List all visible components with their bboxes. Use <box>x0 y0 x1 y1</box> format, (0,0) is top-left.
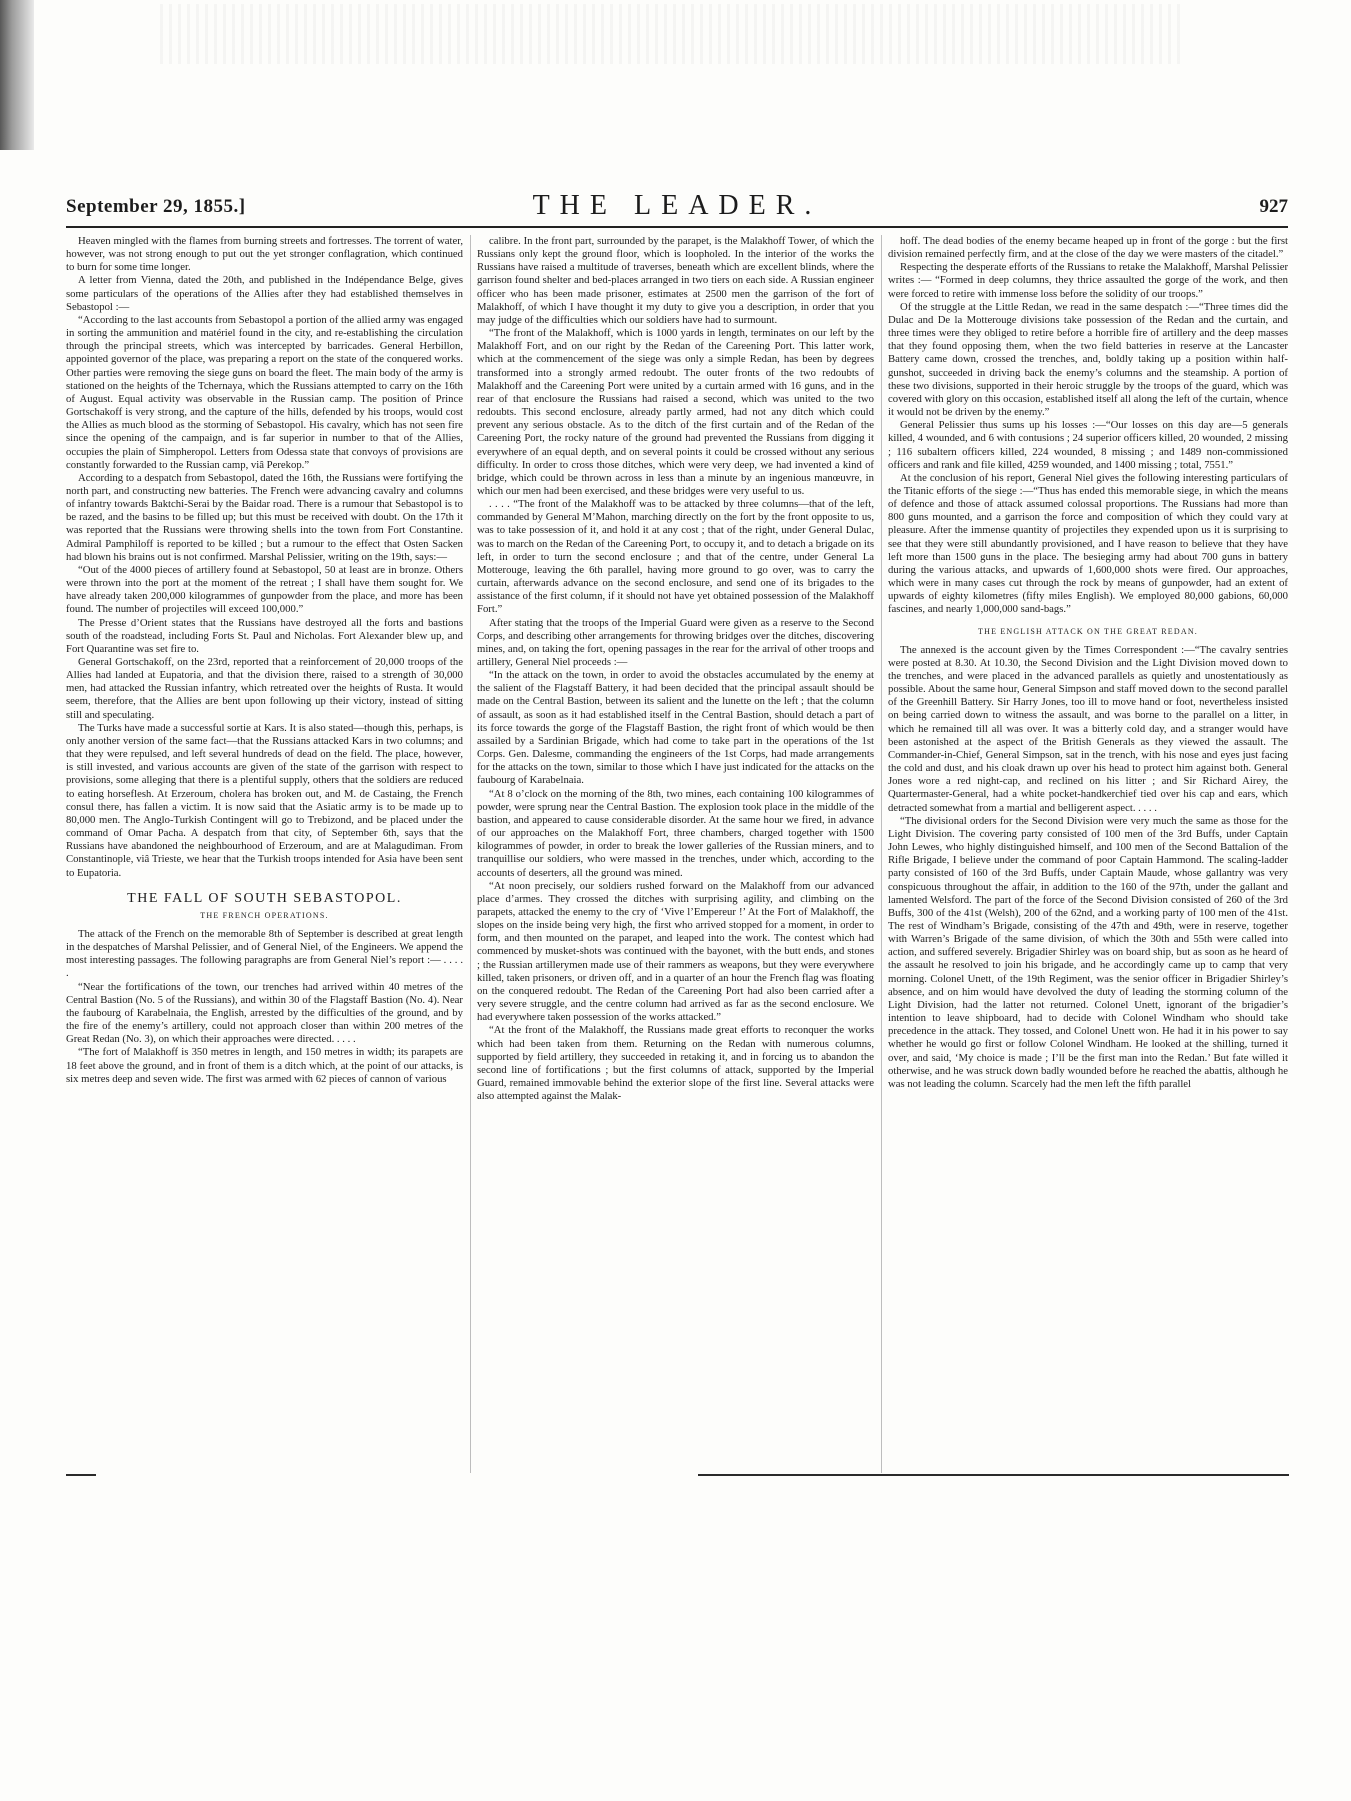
article-paragraph: “According to the last accounts from Sebastopol a portion of the allied army was engaged in sorting the ammunition and matériel found in the city, and re-establishing the circulation through the principal streets, which was intercepted by barricades. General Herbillon, appointed governor of the place, was preparing a report on the state of the conquered works. Other parties were removing the siege guns on board the fleet. The main body of the army is stationed on the heights of the Tchernaya, which the Russians attempted to carry on the 16th of August. Equal activity was observable in the Russian camp. The position of Prince Gortschakoff is very strong, and the capture of the hills, defended by his troops, would cost the Allies as much blood as the storming of Sebastopol. His cavalry, which has not seen fire since the opening of the campaign, and is far superior in number to that of the Allies, occupies the plain of Simpheropol. Letters from Odessa state that convoys of provisions are constantly forwarded to the Russian camp, viâ Perekop.” <box>66 313 463 471</box>
article-paragraph: “At the front of the Malakhoff, the Russians made great efforts to reconquer the works which had been taken from them. Returning on the Redan with numerous columns, supported by field artillery, they succeeded in retaking it, and in forcing us to abandon the second line of fortifications ; but the first columns of attack, supported by the Imperial Guard, remained immovable behind the exterior slope of the first line. Several attacks were also attempted against the Malak- <box>477 1024 874 1103</box>
article-paragraph: A letter from Vienna, dated the 20th, and published in the Indépendance Belge, gives some particulars of the operations of the Allies after they had established themselves in Sebastopol :— <box>66 274 463 313</box>
article-paragraph: After stating that the troops of the Imperial Guard were given as a reserve to the Second Corps, and describing other arrangements for throwing bridges over the ditches, discovering mines, and, on taking the fort, opening passages in the rear for the arrival of other troops and artillery, General Niel proceeds :— <box>477 616 874 668</box>
bottom-rule <box>66 1474 96 1476</box>
article-paragraph: The attack of the French on the memorable 8th of September is described at great length in the despatches of Marshal Pelissier, and of General Niel, of the Engineers. We append the most interesting passages. The following paragraphs are from General Niel’s report :— . . . . . <box>66 927 463 980</box>
article-paragraph: “The front of the Malakhoff, which is 1000 yards in length, terminates on our left by the Malakhoff Fort, and on our right by the Redan of the Careening Port. This latter work, which at the commencement of the siege was only a simple Redan, has been by degrees transformed into a strongly armed redoubt. The outer fronts of the two redoubts of Malakhoff and the Careening Port were united by a curtain armed with 16 guns, and in the rear of that enclosure the Russians had raised a second, which was united to the two redoubts. This second enclosure, already partly armed, had not any ditch which could prevent any serious obstacle. As to the ditch of the first curtain and of the Redan of the Careening Port, the rocky nature of the ground had prevented the Russians from digging it everywhere of an equal depth, and on several points it could be crossed without any serious difficulty. In order to cross those ditches, which were very deep, we had invented a kind of bridge, which could be thrown across in less than a minute by an ingenious manœuvre, in which our men had been exercised, and these bridges were very useful to us. <box>477 327 874 497</box>
article-paragraph: Respecting the desperate efforts of the Russians to retake the Malakhoff, Marshal Pelissier writes :— “Formed in deep columns, they thrice assaulted the gorge of the work, and then were forced to retire with immense loss before the solidity of our troops.” <box>888 261 1288 300</box>
article-paragraph: The annexed is the account given by the Times Correspondent :—“The cavalry sentries were posted at 8.30. At 10.30, the Second Division and the Light Division moved down to the trenches, and were placed in the advanced parallels as quietly and unostentatiously as possible. About the same hour, General Simpson and staff moved down to the second parallel of the Greenhill Battery. Sir Harry Jones, too ill to move hand or foot, nevertheless insisted on being carried down to witness the assault, and was borne to the parallel on a litter, in which he remained till all was over. It was a bitterly cold day, and a stranger would have been astonished at the aspect of the British Generals as they viewed the assault. The Commander-in-Chief, General Simpson, sat in the trench, with his nose and eyes just facing the cold and dust, and his cloak drawn up over his head to protect him against both. General Jones wore a red night-cap, and reclined on his litter ; and Sir Richard Airey, the Quartermaster-General, had a white pocket-handkerchief tied over his cap and ears, which detracted somewhat from a martial and belligerent aspect. . . . . <box>888 643 1288 814</box>
article-paragraph: calibre. In the front part, surrounded by the parapet, is the Malakhoff Tower, of which the Russians only kept the ground floor, which is loopholed. In the interior of the works the Russians have raised a multitude of traverses, beneath which are excellent blinds, where the garrison found shelter and bed-places arranged in two tiers on each side. A Russian engineer officer who has been made prisoner, estimates at 2500 men the garrison of the fort of Malakhoff, of which I have thought it my duty to give you a description, in order that you may judge of the difficulties which our soldiers have had to surmount. <box>477 235 874 326</box>
article-paragraph: Of the struggle at the Little Redan, we read in the same despatch :—“Three times did the Dulac and De la Motterouge divisions take possession of the Redan and the curtain, and three times were they obliged to retire before a horrible fire of artillery and the deep masses that they found opposing them, when the two field batteries in reserve at the Lancaster Battery came down, crossed the trenches, and, boldly taking up a position within half-gunshot, succeeded in driving back the enemy’s columns and the steamship. A portion of these two divisions, supported in their heroic struggle by the troops of the guard, which was covered with glory on this occasion, established itself all along the left of the curtain, whence it would not be driven by the enemy.” <box>888 300 1288 419</box>
column-2 <box>477 235 874 1103</box>
article-paragraph: “The fort of Malakhoff is 350 metres in length, and 150 metres in width; its parapets are 18 feet above the ground, and in front of them is a ditch which, at the point of our attacks, is six metres deep and seven wide. The first was armed with 62 pieces of cannon of various <box>66 1046 463 1085</box>
section-title: THE FALL OF SOUTH SEBASTOPOL. <box>127 890 402 906</box>
scan-binding-edge <box>0 0 34 150</box>
header-rule <box>66 226 1288 228</box>
article-paragraph: hoff. The dead bodies of the enemy became heaped up in front of the gorge : but the first division remained perfectly firm, and at the close of the day we were masters of the citadel.” <box>888 235 1288 261</box>
article-paragraph: “Near the fortifications of the town, our trenches had arrived within 40 metres of the Central Bastion (No. 5 of the Russians), and within 30 of the Flagstaff Bastion (No. 4). Near the faubourg of Karabelnaia, the English, arrested by the difficulties of the ground, and by the fire of the enemy’s artillery, could not approach closer than within 200 metres of the Great Redan (No. 3), on which their approaches were directed. . . . . <box>66 980 463 1046</box>
article-paragraph: “In the attack on the town, in order to avoid the obstacles accumulated by the enemy at the salient of the Flagstaff Battery, it had been decided that the principal assault should be made on the Central Bastion, between its salient and the lunette on the left ; that the column of assault, as soon as it had established itself in the Central Bastion, should detach a part of its force towards the gorge of the Flagstaff Bastion, the right front of which would be then assailed by a Sardinian Brigade, which had come to take part in the operations of the 1st Corps. Gen. Dalesme, commanding the engineers of the 1st Corps, had made arrangements for the attacks on the town, similar to those which I have just indicated for the attacks on the faubourg of Karabelnaia. <box>477 669 874 787</box>
page-header <box>66 190 1288 224</box>
article-paragraph: General Pelissier thus sums up his losses :—“Our losses on this day are—5 generals killed, 4 wounded, and 6 with contusions ; 24 superior officers killed, 20 wounded, 2 missing ; 116 subaltern officers killed, 224 wounded, 8 missing ; and 1489 non-commissioned officers and rank and file killed, 4259 wounded, and 1400 missing ; total, 7551.” <box>888 419 1288 471</box>
scan-bleed-through <box>160 4 1180 64</box>
page-number: 927 <box>1259 196 1288 217</box>
issue-date: September 29, 1855.] <box>66 196 246 217</box>
article-paragraph: “The divisional orders for the Second Division were very much the same as those for the Light Division. The covering party consisted of 100 men of the 3rd Buffs, under Captain John Lewes, who highly distinguished himself, and 100 men of the Second Battalion of the Rifle Brigade, I believe under the command of poor Captain Hammond. The scaling-ladder party consisted of 160 of the 3rd Buffs, under Captain Maude, whose gallantry was very conspicuous throughout the affair, in addition to the 160 of the 97th, under the gallant and lamented Welsford. The part of the force of the Second Division consisted of 260 of the 3rd Buffs, 300 of the 41st (Welsh), 200 of the 62nd, and a working party of 100 men of the 41st. The rest of Windham’s Brigade, consisting of the 47th and 49th, were in reserve, together with Warren’s Brigade of the same division, of which the 30th and 55th were called into action, and suffered severely. Brigadier Shirley was on board ship, but as soon as he heard of the assault he resolved to join his brigade, and he accordingly came up to camp that very morning. Colonel Unett, of the 19th Regiment, was the senior officer in Brigadier Shirley’s absence, and on him would have devolved the duty of leading the storming column of the Light Division, had the latter not returned. Colonel Unett, ignorant of the brigadier’s intention to leave shipboard, had to decide with Colonel Windham who should take precedence in the attack. They tossed, and Colonel Unett won. He had it in his power to say whether he would go first or follow Colonel Windham. He looked at the shilling, turned it over, and said, ‘My choice is made ; I’ll be the first man into the Redan.’ But fate willed it otherwise, and he was struck down badly wounded before he reached the abattis, although he was not leading the column. Scarcely had the men left the fifth parallel <box>888 814 1288 1090</box>
column-divider <box>470 235 471 1473</box>
article-paragraph: “At 8 o’clock on the morning of the 8th, two mines, each containing 100 kilogrammes of powder, were sprung near the Central Bastion. The explosion took place in the middle of the bastion, and appeared to cause considerable disorder. At the same hour we fired, in advance of our approaches on the Malakhoff Fort, three chambers, charged together with 1500 kilogrammes of powder, in order to break the lower galleries of the Russian miners, and to tranquillise our soldiers, who were massed in the trenches, under which, according to the accounts of deserters, all the ground was mined. <box>477 787 874 879</box>
column-divider <box>881 235 882 1473</box>
masthead-title: THE LEADER. <box>532 190 822 221</box>
article-paragraph: . . . . “The front of the Malakhoff was to be attacked by three columns—that of the left, commanded by General M’Mahon, marching directly on the fort by the front opposite to us, was to take possession of it, and hold it at any cost ; that of the right, under General Dulac, was to march on the Redan of the Careening Port, to occupy it, and to detach a brigade on its left, in order to turn the second enclosure ; and that of the centre, under General La Motterouge, leaving the 6th parallel, having more ground to go over, was to carry the curtain, afterwards advance on the second enclosure, and send one of its brigades to the assistance of the first column, if it should not have yet obtained possession of the Malakhoff Fort.” <box>477 498 874 616</box>
article-paragraph: Heaven mingled with the flames from burning streets and fortresses. The torrent of water, however, was not strong enough to put out the yet stronger conflagration, which continued to burn for some time longer. <box>66 235 463 274</box>
article-paragraph: The Turks have made a successful sortie at Kars. It is also stated—though this, perhaps, is only another version of the same fact—that the Russians attacked Kars in two columns; and that they were repulsed, and left several hundreds of dead on the field. The place, however, is still invested, and various accounts are given of the state of the garrison with respect to provisions, some alleging that there is a plentiful supply, others that the soldiers are reduced to eating horseflesh. At Erzeroum, cholera has broken out, and M. de Castaing, the French consul there, has fallen a victim. It is now said that the Asiatic army is to be made up to 80,000 men. The Anglo-Turkish Contingent will go to Trebizond, and be placed under the command of Omar Pacha. A despatch from that city, of September 6th, says that the Russians have abandoned the neighbourhood of Erzeroum, and are at Malagudiman. From Constantinople, viâ Trieste, we hear that the Turkish troops intended for Asia have been sent to Eupatoria. <box>66 721 463 879</box>
section-subtitle: THE ENGLISH ATTACK ON THE GREAT REDAN. <box>978 626 1198 636</box>
section-subtitle: THE FRENCH OPERATIONS. <box>200 910 329 920</box>
column-3 <box>888 235 1288 1091</box>
article-paragraph: According to a despatch from Sebastopol, dated the 16th, the Russians were fortifying the north part, and constructing new batteries. The French were advancing cavalry and columns of infantry towards Baktchi-Serai by the Baidar road. There is a rumour that Sebastopol is to be razed, and the basins to be filled up; but this must be received with doubt. On the 17th it was reported that the Russians were throwing shells into the town from Fort Constantine. Admiral Pamphiloff is reported to be killed ; but a rumour to the effect that Osten Sacken had blown his brains out is not confirmed. Marshal Pelissier, writing on the 19th, says:— <box>66 471 463 563</box>
article-paragraph: The Presse d’Orient states that the Russians have destroyed all the forts and bastions south of the roadstead, including Forts St. Paul and Nicholas. Fort Alexander blew up, and Fort Quarantine was set fire to. <box>66 616 463 655</box>
column-1 <box>66 235 463 1086</box>
article-paragraph: General Gortschakoff, on the 23rd, reported that a reinforcement of 20,000 troops of the Allies had landed at Eupatoria, and that the division there, raised to a strength of 30,000 men, had attacked the Russian infantry, which retreated over the heights of Rusta. It would seem, therefore, that the Allies are bent upon following up their victory, instead of sitting still and speculating. <box>66 656 463 721</box>
article-paragraph: “Out of the 4000 pieces of artillery found at Sebastopol, 50 at least are in bronze. Others were thrown into the port at the moment of the retreat ; I shall have them sought for. We have already taken 200,000 kilogrammes of gunpowder from the place, and more has been found. The number of projectiles will exceed 100,000.” <box>66 563 463 616</box>
article-paragraph: “At noon precisely, our soldiers rushed forward on the Malakhoff from our advanced place d’armes. They crossed the ditches with surprising agility, and climbing on the parapets, attacked the enemy to the cry of ‘Vive l’Empereur !’ At the Fort of Malakhoff, the slopes on the inside being very high, the first who arrived stopped for a moment, in order to form, and then mounted on the parapet, and leaped into the work. The contest which had commenced by musket-shots was continued with the bayonet, with the butt ends, and stones ; the Russian artillerymen made use of their rammers as weapons, but they were everywhere killed, taken prisoners, or driven off, and in a quarter of an hour the French flag was floating on the conquered redoubt. The Redan of the Careening Port had also been carried after a very severe struggle, and the centre column had arrived as far as the second enclosure. We had everywhere taken possession of the works attacked.” <box>477 879 874 1024</box>
article-paragraph: At the conclusion of his report, General Niel gives the following interesting particulars of the Titanic efforts of the siege :—“Thus has ended this memorable siege, in which the means of defence and those of attack assumed colossal proportions. The Russians had more than 800 guns mounted, and a garrison the force and composition of which they could vary at pleasure. After the immense quantity of projectiles they expended upon us it is surprising to see that they were still abundantly provisioned, and I have reason to believe that they have left more than 1500 guns in the place. The besieging army had about 700 guns in battery during the various attacks, and upwards of 1,600,000 shots were fired. Our approaches, which were in many cases cut through the rock by means of gunpowder, had an extent of upwards of eighty kilometres (fifty miles English). We employed 80,000 gabions, 60,000 fascines, and nearly 1,000,000 sand-bags.” <box>888 471 1288 616</box>
bottom-rule <box>698 1474 1289 1476</box>
